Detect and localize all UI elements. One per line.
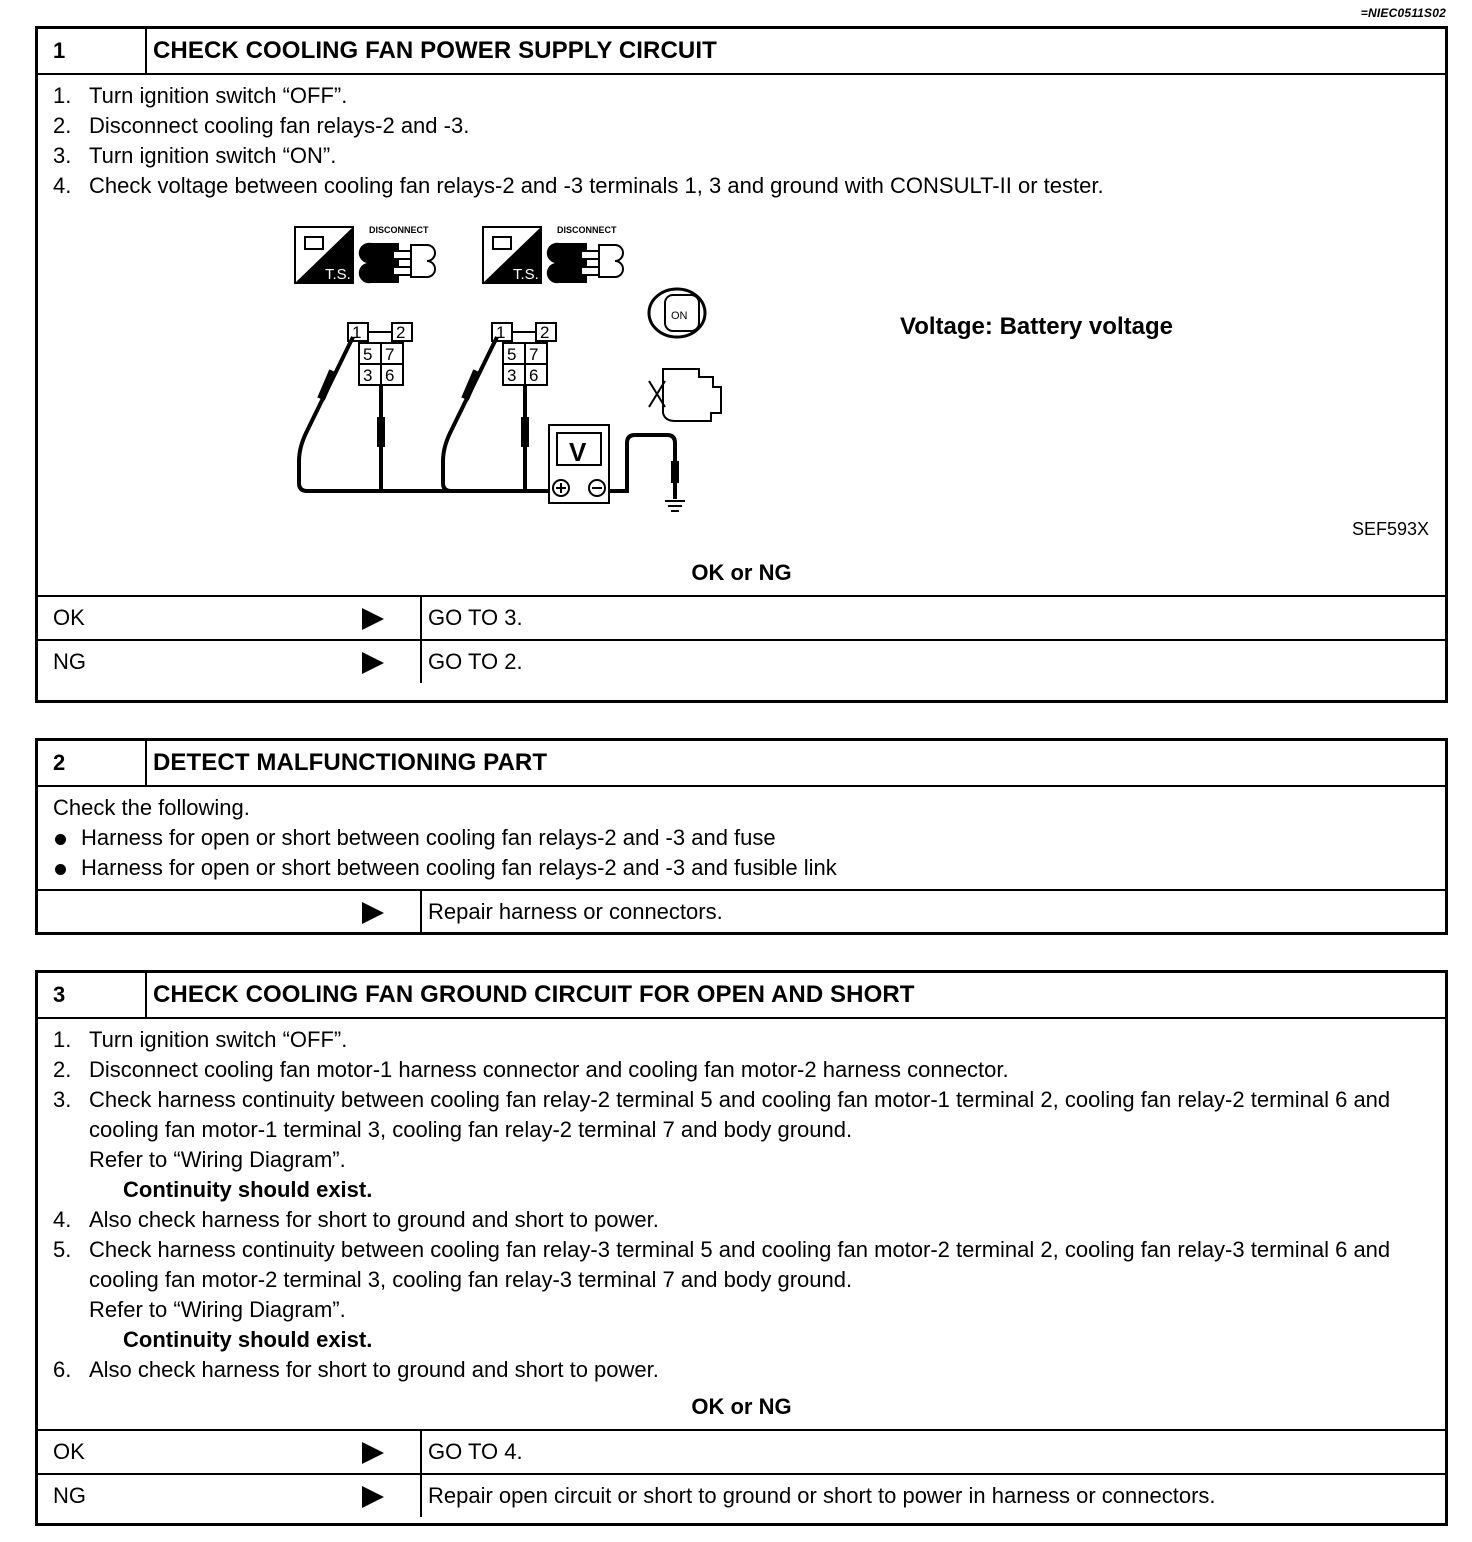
ok-or-ng-label: OK or NG <box>691 1394 792 1419</box>
relay-connector <box>492 323 556 385</box>
ground-icon <box>665 501 685 511</box>
svg-text:T.S.: T.S. <box>325 266 351 283</box>
instruction-item: 2. Disconnect cooling fan relays-2 and -3. <box>53 113 470 138</box>
instruction-item: 4. Also check harness for short to ground and short to power. <box>53 1207 659 1232</box>
refer-note: Refer to “Wiring Diagram”. <box>89 1297 346 1322</box>
svg-text:T.S.: T.S. <box>513 266 539 283</box>
intro-text: Check the following. <box>53 795 250 820</box>
step-title: CHECK COOLING FAN POWER SUPPLY CIRCUIT <box>153 37 717 64</box>
svg-text:ON: ON <box>671 310 688 322</box>
step-3-block <box>35 970 1448 1526</box>
svg-text:2: 2 <box>540 323 550 342</box>
svg-text:1: 1 <box>352 323 362 342</box>
step-instructions <box>38 787 1445 889</box>
svg-text:3: 3 <box>363 366 373 385</box>
instruction-item: 3. Turn ignition switch “ON”. <box>53 143 337 168</box>
svg-text:5: 5 <box>363 345 373 364</box>
result-row <box>38 889 1445 933</box>
refer-note: Refer to “Wiring Diagram”. <box>89 1147 346 1172</box>
voltage-spec: Voltage: Battery voltage <box>900 313 1173 340</box>
bullet-icon <box>53 853 81 883</box>
svg-text:2: 2 <box>396 323 406 342</box>
document-id: =NIEC0511S02 <box>1360 6 1446 20</box>
step-instructions <box>38 75 1445 201</box>
ts-icon <box>483 227 541 283</box>
disconnect-icon <box>547 225 623 283</box>
instruction-item: 3. Check harness continuity between cooling fan relay-2 terminal 5 and cooling fan motor-1 terminal 2, cooling fan relay-2 terminal 6 and cooling fan motor-1 terminal 3, cooling fan relay-2 terminal 7 and body ground. <box>53 1087 1391 1142</box>
spec-note: Continuity should exist. <box>123 1177 373 1202</box>
result-row-ok: OK GO TO 3. <box>38 595 1445 639</box>
ok-or-ng-label: OK or NG <box>691 560 792 585</box>
voltmeter-icon <box>549 425 609 503</box>
step-header <box>38 973 1445 1019</box>
result-action: GO TO 4. <box>428 1439 523 1464</box>
spec-note: Continuity should exist. <box>123 1327 373 1352</box>
svg-text:3: 3 <box>507 366 517 385</box>
ignition-on-icon <box>649 289 705 337</box>
bullet-item: Harness for open or short between cooling fan relays-2 and -3 and fusible link <box>53 853 1445 883</box>
figure-id: SEF593X <box>1351 519 1429 539</box>
svg-text:DISCONNECT: DISCONNECT <box>369 225 429 235</box>
step-number: 1 <box>38 29 147 73</box>
instruction-item: 1. Turn ignition switch “OFF”. <box>53 1027 348 1052</box>
result-row-ng: NG GO TO 2. <box>38 639 1445 683</box>
disconnect-icon <box>359 225 435 283</box>
arrow-right-icon <box>362 652 384 674</box>
relay-connector <box>348 323 412 385</box>
arrow-right-icon <box>362 1442 384 1464</box>
bullet-icon <box>53 823 81 853</box>
result-action: GO TO 2. <box>428 649 523 674</box>
wiring-diagram <box>293 221 763 521</box>
bullet-item: Harness for open or short between cooling fan relays-2 and -3 and fuse <box>53 823 1445 853</box>
step-header <box>38 29 1445 75</box>
svg-text:6: 6 <box>385 366 395 385</box>
svg-text:7: 7 <box>529 345 539 364</box>
voltage-check-figure <box>38 201 1445 551</box>
instruction-item: 2. Disconnect cooling fan motor-1 harness connector and cooling fan motor-2 harness connector. <box>53 1057 1009 1082</box>
instruction-item: 1. Turn ignition switch “OFF”. <box>53 83 348 108</box>
result-row-ng: NG Repair open circuit or short to ground or short to power in harness or connectors. <box>38 1473 1445 1517</box>
ts-icon <box>295 227 353 283</box>
step-title: CHECK COOLING FAN GROUND CIRCUIT FOR OPEN AND SHORT <box>153 981 915 1008</box>
instruction-item: 6. Also check harness for short to ground and short to power. <box>53 1357 659 1382</box>
step-number: 3 <box>38 973 147 1017</box>
step-1-block <box>35 26 1448 703</box>
probe-wires <box>299 337 675 499</box>
result-row-ok: OK GO TO 4. <box>38 1429 1445 1473</box>
arrow-right-icon <box>362 902 384 924</box>
step-header <box>38 741 1445 787</box>
step-instructions <box>38 1019 1445 1385</box>
svg-text:1: 1 <box>496 323 506 342</box>
svg-text:V: V <box>569 437 587 467</box>
result-action: Repair harness or connectors. <box>428 899 723 924</box>
result-action: Repair open circuit or short to ground or short to power in harness or connectors. <box>428 1483 1216 1508</box>
engine-icon <box>649 369 721 421</box>
step-title: DETECT MALFUNCTIONING PART <box>153 749 548 776</box>
instruction-item: 4. Check voltage between cooling fan relays-2 and -3 terminals 1, 3 and ground with CONSULT-II or tester. <box>53 173 1104 198</box>
result-action: GO TO 3. <box>428 605 523 630</box>
svg-text:6: 6 <box>529 366 539 385</box>
arrow-right-icon <box>362 1486 384 1508</box>
instruction-item: 5. Check harness continuity between cooling fan relay-3 terminal 5 and cooling fan motor-2 terminal 2, cooling fan relay-3 terminal 6 and cooling fan motor-2 terminal 3, cooling fan relay-3 terminal 7 and body ground. <box>53 1237 1391 1292</box>
svg-text:7: 7 <box>385 345 395 364</box>
svg-text:5: 5 <box>507 345 517 364</box>
step-number: 2 <box>38 741 147 785</box>
step-2-block <box>35 738 1448 935</box>
svg-text:DISCONNECT: DISCONNECT <box>557 225 617 235</box>
arrow-right-icon <box>362 608 384 630</box>
